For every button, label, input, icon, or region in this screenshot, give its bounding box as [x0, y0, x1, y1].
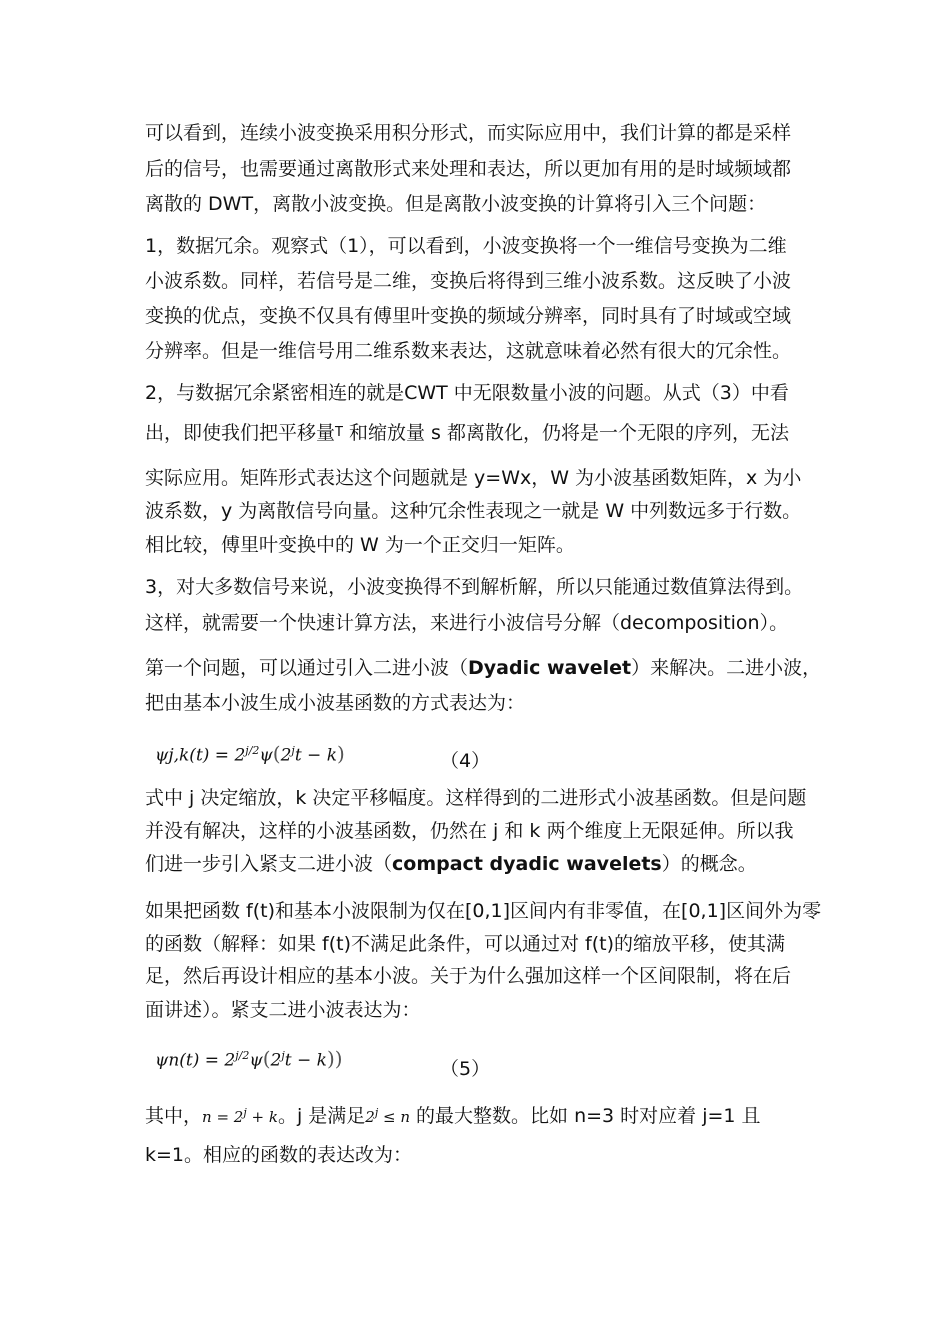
- text-line: 实际应用。矩阵形式表达这个问题就是 y=Wx，W 为小波基函数矩阵，x 为小: [145, 467, 802, 489]
- math-part: ≤ n: [378, 1108, 411, 1126]
- text-span: ）来解决。二进小波，: [631, 657, 822, 679]
- text-span: 和缩放量 s 都离散化，仍将是一个无限的序列，无法: [342, 422, 789, 444]
- text-line: 变换的优点，变换不仅具有傅里叶变换的频域分辨率，同时具有了时域或空域: [145, 305, 792, 327]
- equation-4: $\psi j,k(t) = 2^{j/2}\psi(2^jt - k)$: [155, 741, 345, 766]
- eq-exponent: j/2: [245, 744, 260, 757]
- text-line: 3，对大多数信号来说，小波变换得不到解析解，所以只能通过数值算法得到。: [145, 576, 804, 598]
- text-line: 相比较，傅里叶变换中的 W 为一个正交归一矩阵。: [145, 534, 575, 556]
- equation-number: （5）: [440, 1058, 491, 1080]
- eq-lhs: ψn(t) = 2: [155, 1050, 236, 1071]
- text-span: ）的概念。: [661, 853, 757, 875]
- term-dyadic-wavelet: Dyadic wavelet: [468, 657, 632, 679]
- inline-formula-condition: [365, 1108, 410, 1126]
- math-exponent: j: [243, 1106, 247, 1119]
- text-span: 的最大整数。比如 n=3 时对应着 j=1 且: [410, 1105, 761, 1127]
- text-line: 如果把函数 f(t)和基本小波限制为仅在[0,1]区间内有非零值，在[0,1]区间外为零: [145, 900, 822, 922]
- text-line: 的函数（解释：如果 f(t)不满足此条件，可以通过对 f(t)的缩放平移，使其满: [145, 933, 786, 955]
- math-exponent: j: [374, 1106, 379, 1119]
- eq-inner-exponent: j: [281, 1049, 285, 1062]
- equation-5: $\psi n(t) = 2^{j/2}\psi(2^jt - k)$): [155, 1046, 343, 1071]
- math-part: 2: [365, 1108, 375, 1126]
- text-line: 这样，就需要一个快速计算方法，来进行小波信号分解（decomposition）。: [145, 612, 789, 634]
- math-part: + k: [246, 1108, 278, 1126]
- eq-psi: ψ: [249, 1050, 263, 1071]
- text-span: 第一个问题，可以通过引入二进小波（: [145, 657, 469, 679]
- text-line: 1，数据冗余。观察式（1），可以看到，小波变换将一个一维信号变换为二维: [145, 235, 787, 257]
- text-line: 后的信号，也需要通过离散形式来处理和表达，所以更加有用的是时域频域都: [145, 158, 792, 180]
- eq-inner: t − k: [284, 1050, 327, 1071]
- text-line: 把由基本小波生成小波基函数的方式表达为：: [145, 692, 526, 714]
- text-line: [145, 655, 821, 681]
- text-line: 小波系数。同样，若信号是二维，变换后将得到三维小波系数。这反映了小波: [145, 270, 792, 292]
- term-compact-dyadic-wavelets: compact dyadic wavelets: [392, 853, 662, 875]
- text-line: 并没有解决，这样的小波基函数，仍然在 j 和 k 两个维度上无限延伸。所以我: [145, 820, 794, 842]
- text-line: 2，与数据冗余紧密相连的就是CWT 中无限数量小波的问题。从式（3）中看: [145, 382, 789, 404]
- text-span: 出，即使我们把平移量: [145, 422, 336, 444]
- inline-formula-n: [202, 1108, 278, 1126]
- text-line: 离散的 DWT，离散小波变换。但是离散小波变换的计算将引入三个问题：: [145, 193, 767, 215]
- math-part: n = 2: [202, 1108, 244, 1126]
- text-span: 。j 是满足: [277, 1105, 366, 1127]
- text-line: [145, 1100, 761, 1130]
- eq-inner: 2: [280, 745, 292, 766]
- text-line: 波系数，y 为离散信号向量。这种冗余性表现之一就是 W 中列数远多于行数。: [145, 500, 802, 522]
- text-line: [145, 420, 789, 449]
- equation-number: （4）: [440, 750, 491, 772]
- eq-inner: 2: [270, 1050, 282, 1071]
- text-line: 足，然后再设计相应的基本小波。关于为什么强加这样一个区间限制，将在后: [145, 965, 792, 987]
- text-line: 式中 j 决定缩放，k 决定平移幅度。这样得到的二进形式小波基函数。但是问题: [145, 787, 807, 809]
- eq-inner-exponent: j: [291, 744, 295, 757]
- text-line: 可以看到，连续小波变换采用积分形式，而实际应用中，我们计算的都是采样: [145, 122, 792, 144]
- eq-psi: ψ: [259, 745, 273, 766]
- eq-lhs: ψj,k(t) = 2: [155, 745, 246, 766]
- text-line: [145, 851, 757, 877]
- text-line: 分辨率。但是一维信号用二维系数来表达，这就意味着必然有很大的冗余性。: [145, 340, 792, 362]
- eq-exponent: j/2: [235, 1049, 250, 1062]
- text-line: 面讲述）。紧支二进小波表达为：: [145, 999, 421, 1021]
- text-line: k=1。相应的函数的表达改为：: [145, 1144, 413, 1166]
- text-span: 其中，: [145, 1105, 203, 1127]
- text-span: 们进一步引入紧支二进小波（: [145, 853, 393, 875]
- eq-inner: t − k: [294, 745, 337, 766]
- tau-symbol: T: [335, 425, 343, 440]
